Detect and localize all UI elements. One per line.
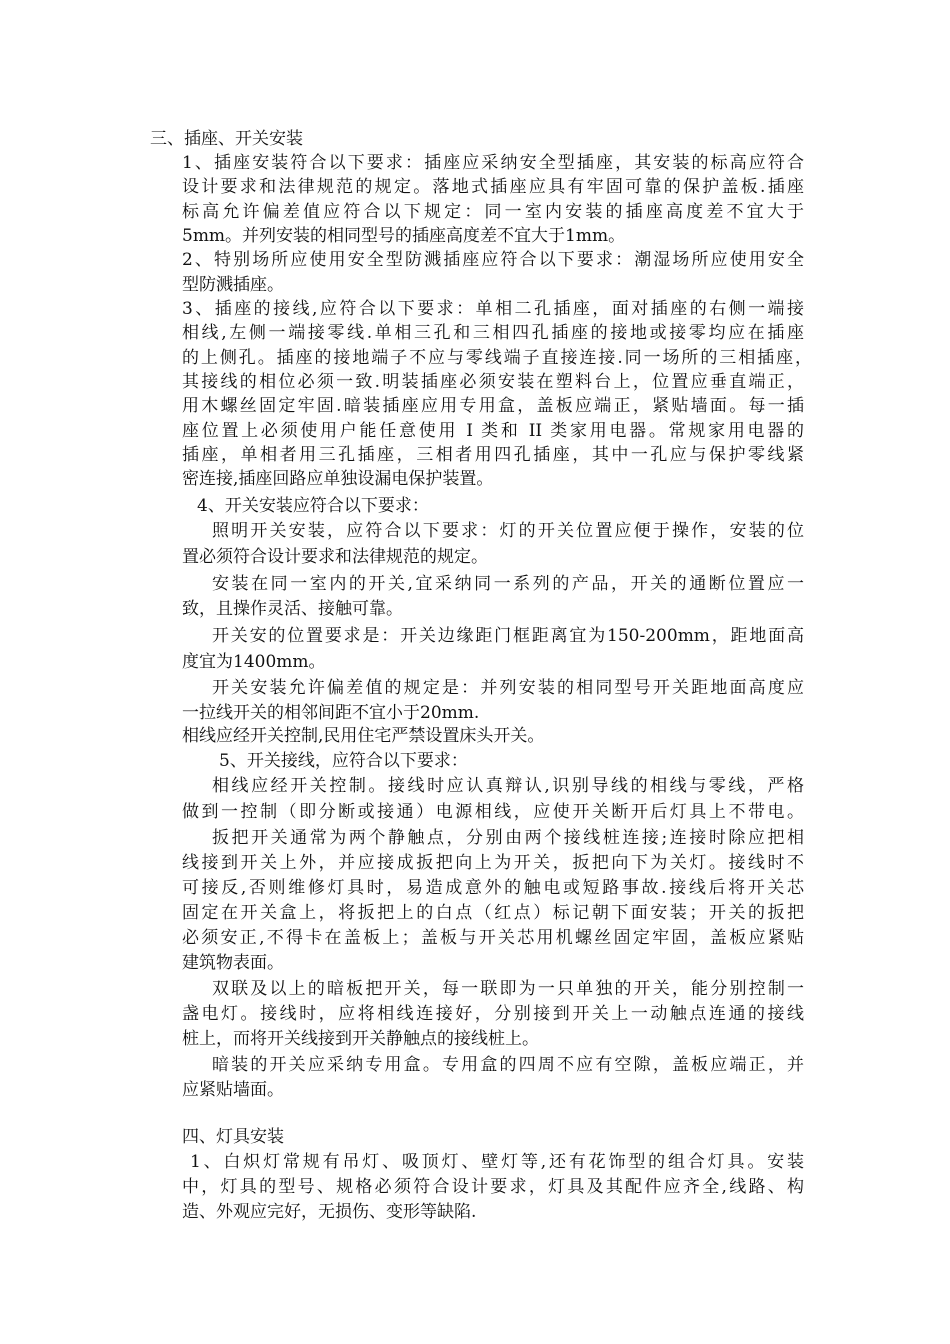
section-heading: 三、插座、开关安装 <box>150 129 303 149</box>
paragraph-line: 其接线的相位必须一致.明装插座必须安装在塑料台上，位置应垂直端正， <box>182 372 804 392</box>
paragraph-line: 相线,左侧一端接零线.单相三孔和三相四孔插座的接地或接零均应在插座 <box>182 323 804 343</box>
paragraph-line: 盏电灯。接线时，应将相线连接好，分别接到开关上一动触点连通的接线 <box>182 1004 804 1024</box>
section-heading: 四、灯具安装 <box>182 1127 284 1147</box>
paragraph-line: 座位置上必须使用户能任意使用 I 类和 II 类家用电器。常规家用电器的 <box>182 421 804 441</box>
paragraph-line: 扳把开关通常为两个静触点，分别由两个接线桩连接;连接时除应把相 <box>212 828 804 848</box>
paragraph-line: 相线应经开关控制,民用住宅严禁设置床头开关。 <box>182 726 545 746</box>
paragraph-line: 标高允许偏差值应符合以下规定：同一室内安装的插座高度差不宜大于 <box>182 202 804 222</box>
paragraph-line: 用木螺丝固定牢固.暗装插座应用专用盒，盖板应端正，紧贴墙面。每一插 <box>182 396 804 416</box>
paragraph-line: 开关安的位置要求是：开关边缘距门框距离宜为150-200mm，距地面高 <box>212 626 804 646</box>
paragraph-line: 1、白炽灯常规有吊灯、吸顶灯、壁灯等,还有花饰型的组合灯具。安装 <box>190 1152 804 1172</box>
paragraph-line: 密连接,插座回路应单独设漏电保护装置。 <box>182 469 494 489</box>
paragraph-line: 开关安装允许偏差值的规定是：并列安装的相同型号开关距地面高度应 <box>212 678 804 698</box>
paragraph-line: 5、开关接线，应符合以下要求： <box>219 751 468 771</box>
paragraph-line: 度宜为1400mm。 <box>182 652 326 672</box>
paragraph-line: 型防溅插座。 <box>182 275 284 295</box>
paragraph-line: 3、插座的接线,应符合以下要求：单相二孔插座，面对插座的右侧一端接 <box>182 299 804 319</box>
paragraph-line: 必须安正,不得卡在盖板上；盖板与开关芯用机螺丝固定牢固，盖板应紧贴 <box>182 928 804 948</box>
paragraph-line: 固定在开关盒上，将扳把上的白点（红点）标记朝下面安装；开关的扳把 <box>182 903 804 923</box>
paragraph-line: 安装在同一室内的开关,宜采纳同一系列的产品，开关的通断位置应一 <box>212 574 804 594</box>
paragraph-line: 置必须符合设计要求和法律规范的规定。 <box>182 547 488 567</box>
paragraph-line: 1、插座安装符合以下要求：插座应采纳安全型插座，其安装的标高应符合 <box>182 153 804 173</box>
paragraph-line: 桩上，而将开关线接到开关静触点的接线桩上。 <box>182 1029 539 1049</box>
paragraph-line: 可接反,否则维修灯具时，易造成意外的触电或短路事故.接线后将开关芯 <box>182 878 804 898</box>
paragraph-line: 插座，单相者用三孔插座，三相者用四孔插座，其中一孔应与保护零线紧 <box>182 445 804 465</box>
paragraph-line: 2、特别场所应使用安全型防溅插座应符合以下要求：潮湿场所应使用安全 <box>182 250 804 270</box>
paragraph-line: 4、开关安装应符合以下要求： <box>197 496 429 516</box>
paragraph-line: 一拉线开关的相邻间距不宜小于20mm. <box>182 703 480 723</box>
paragraph-line: 线接到开关上外，并应接成扳把向上为开关，扳把向下为关灯。接线时不 <box>182 853 804 873</box>
paragraph-line: 应紧贴墙面。 <box>182 1080 284 1100</box>
paragraph-line: 双联及以上的暗板把开关，每一联即为一只单独的开关，能分别控制一 <box>212 979 804 999</box>
paragraph-line: 建筑物表面。 <box>182 953 284 973</box>
paragraph-line: 相线应经开关控制。接线时应认真辩认,识别导线的相线与零线，严格 <box>212 776 804 796</box>
paragraph-line: 照明开关安装，应符合以下要求：灯的开关位置应便于操作，安装的位 <box>212 521 804 541</box>
paragraph-line: 暗装的开关应采纳专用盒。专用盒的四周不应有空隙，盖板应端正，并 <box>212 1055 804 1075</box>
paragraph-line: 5mm。并列安装的相同型号的插座高度差不宜大于1mm。 <box>182 226 626 246</box>
paragraph-line: 中，灯具的型号、规格必须符合设计要求，灯具及其配件应齐全,线路、构 <box>182 1177 804 1197</box>
paragraph-line: 致，且操作灵活、接触可靠。 <box>182 599 403 619</box>
paragraph-line: 做到一控制（即分断或接通）电源相线，应使开关断开后灯具上不带电。 <box>182 802 804 822</box>
paragraph-line: 设计要求和法律规范的规定。落地式插座应具有牢固可靠的保护盖板.插座 <box>182 177 804 197</box>
paragraph-line: 的上侧孔。插座的接地端子不应与零线端子直接连接.同一场所的三相插座， <box>182 348 812 368</box>
paragraph-line: 造、外观应完好，无损伤、变形等缺陷. <box>182 1202 477 1222</box>
